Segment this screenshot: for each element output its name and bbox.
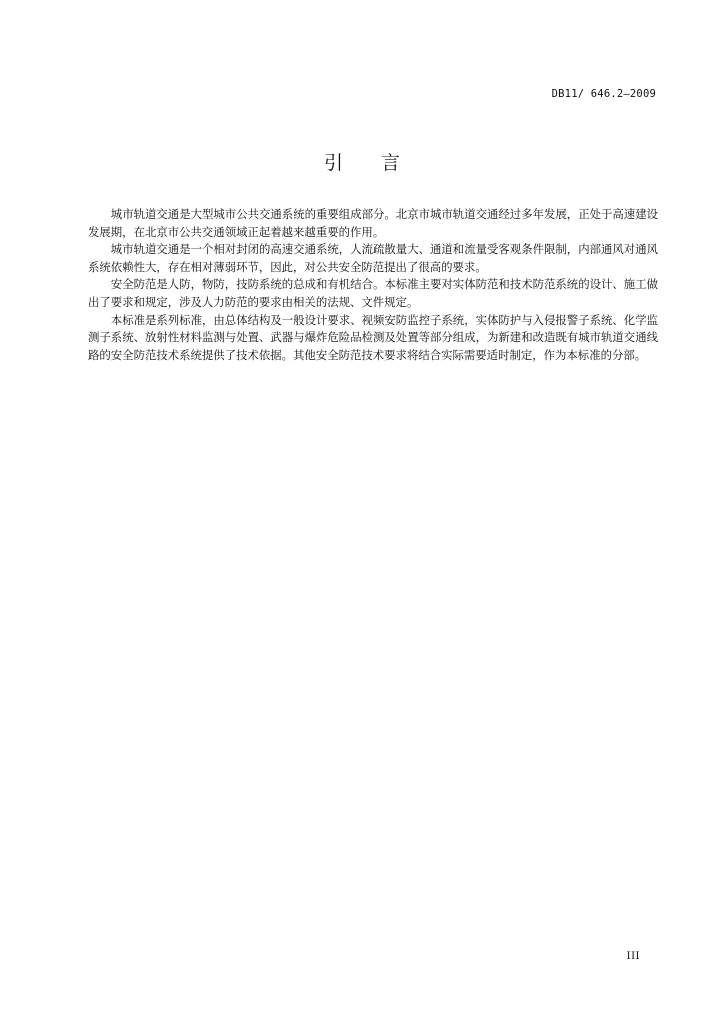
paragraph-4: 本标准是系列标准，由总体结构及一般设计要求、视频安防监控子系统，实体防护与入侵报警子系统、化学监测子系统、放射性材料监测与处置、武器与爆炸危险品检测及处置等部分组成，为新建和改造既有城市轨道交通线路的安全防范技术系统提供了技术依据。其他安全防范技术要求将结合实际需要适时制定，作为本标准的分部。 — [88, 312, 658, 362]
paragraph-2: 城市轨道交通是一个相对封闭的高速交通系统，人流疏散量大、通道和流量受客观条件限制，内部通风对通风系统依赖性大，存在相对薄弱环节，因此，对公共安全防范提出了很高的要求。 — [88, 242, 658, 274]
standard-code: DB11/ 646.2—2009 — [551, 88, 656, 100]
paragraph-1: 城市轨道交通是大型城市公共交通系统的重要组成部分。北京市城市轨道交通经过多年发展，正处于高速建设发展期，在北京市公共交通领域正起着越来越重要的作用。 — [88, 207, 658, 239]
page-title — [0, 148, 724, 175]
page-title-char-1: 引 — [323, 152, 343, 174]
page-number: III — [626, 951, 640, 962]
introduction-body — [88, 206, 658, 364]
paragraph-3: 安全防范是人防，物防，技防系统的总成和有机结合。本标准主要对实体防范和技术防范系统的设计、施工做出了要求和规定，涉及人力防范的要求由相关的法规、文件规定。 — [88, 277, 658, 309]
page-title-char-2: 言 — [381, 152, 401, 174]
